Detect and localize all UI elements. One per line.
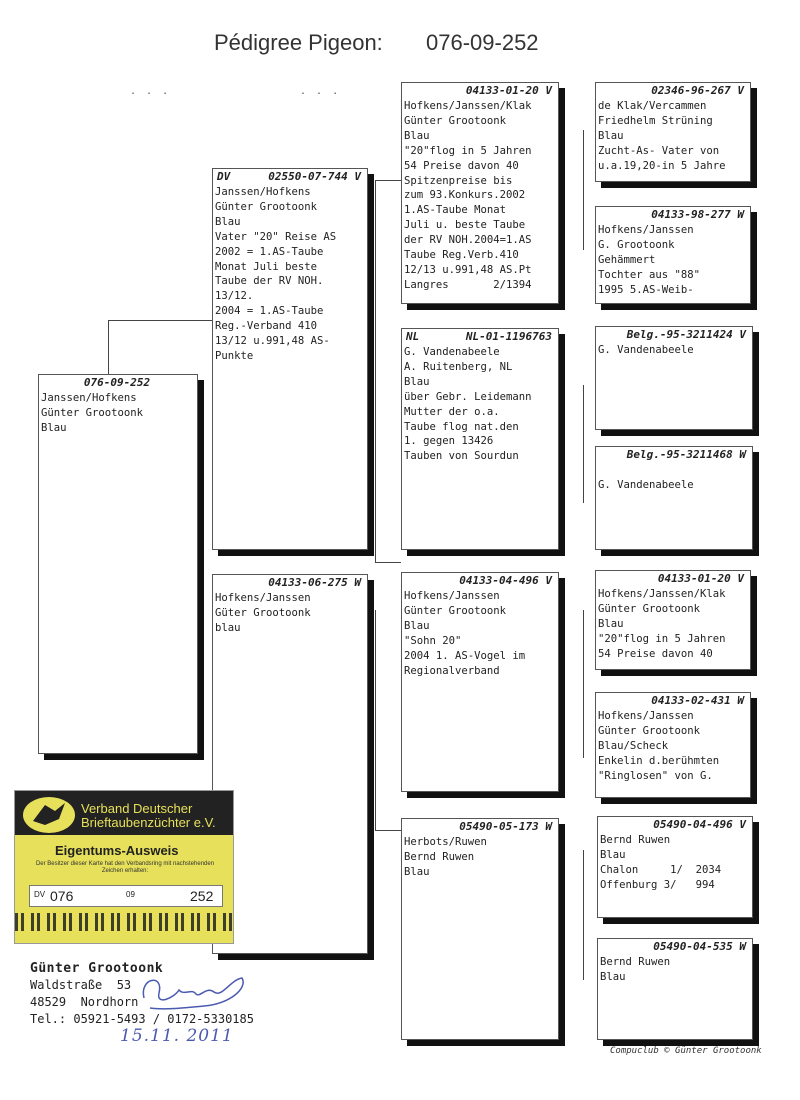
info-line: über Gebr. Leidemann xyxy=(404,390,532,403)
ring-number xyxy=(213,169,367,184)
info-line: Juli u. beste Taube xyxy=(404,219,526,232)
connector-line xyxy=(375,830,401,831)
pedigree-box-ancestor-5 xyxy=(595,570,751,670)
ring-club: 076 xyxy=(50,888,74,904)
info-line: Tauben von Sourdun xyxy=(404,450,519,463)
info-line: A. Ruitenberg, NL xyxy=(404,360,513,373)
info-line: Spitzenpreise bis xyxy=(404,174,513,187)
pedigree-box-ancestor-3 xyxy=(595,326,753,430)
ring-code: NL-01-1196763 xyxy=(465,330,552,343)
info-line: Janssen/Hofkens xyxy=(215,186,311,198)
country-flag: NL xyxy=(406,330,420,343)
info-line: Herbots/Ruwen xyxy=(404,836,487,848)
info-line: Hofkens/Janssen xyxy=(215,592,311,604)
info-line: 54 Preise davon 40 xyxy=(598,647,713,660)
info-line: Tochter aus "88" xyxy=(598,268,701,281)
info-line: Blau xyxy=(404,865,430,878)
ring-number: 05490-05-173 W xyxy=(459,820,552,833)
ring-number: 076-09-252 xyxy=(83,376,151,389)
info-line: Punkte xyxy=(215,349,254,362)
owner-phone: Tel.: 05921-5493 / 0172-5330185 xyxy=(30,1012,254,1026)
title-ring-number: 076-09-252 xyxy=(426,30,539,55)
pedigree-box-ancestor-8 xyxy=(597,938,753,1040)
pedigree-box-ancestor-2 xyxy=(595,206,751,304)
page-title xyxy=(214,30,539,56)
info-line: u.a.19,20-in 5 Jahre xyxy=(598,159,726,172)
handwritten-signature xyxy=(134,968,254,1018)
info-line: Hofkens/Janssen/Klak xyxy=(598,588,726,600)
info-line: Blau xyxy=(600,848,626,861)
card-title: Eigentums-Ausweis xyxy=(55,843,179,858)
info-line: Reg.-Verband 410 xyxy=(215,320,318,333)
info-line: G. Vandenabeele xyxy=(404,346,500,358)
info-line: Bernd Ruwen xyxy=(404,850,475,863)
info-line: G. Vandenabeele xyxy=(598,344,694,356)
info-line: Janssen/Hofkens xyxy=(41,392,137,404)
info-line: Enkelin d.berühmten xyxy=(598,754,720,767)
ring-number xyxy=(402,329,558,344)
info-line: Langres 2/1394 xyxy=(404,278,532,291)
info-line: Blau xyxy=(41,421,67,434)
info-line: 1995 5.AS-Weib- xyxy=(598,283,694,296)
info-line: Günter Grootoonk xyxy=(404,604,507,617)
ring-prefix: DV xyxy=(34,890,46,899)
info-line: Güter Grootoonk xyxy=(215,606,311,619)
country-flag: DV xyxy=(217,170,231,183)
info-line: Günter Grootoonk xyxy=(598,724,701,737)
info-line: blau xyxy=(215,621,241,634)
info-line: Regionalverband xyxy=(404,664,500,677)
card-pattern xyxy=(15,913,233,931)
info-line: de Klak/Vercammen xyxy=(598,100,707,112)
info-line: Bernd Ruwen xyxy=(600,834,671,846)
connector-line xyxy=(108,320,212,321)
info-line: 2004 = 1.AS-Taube xyxy=(215,305,324,318)
info-line: Gehämmert xyxy=(598,253,656,266)
ring-number: 04133-98-277 W xyxy=(651,208,744,221)
info-line: 2002 = 1.AS-Taube xyxy=(215,245,324,258)
ring-number: 252 xyxy=(190,888,214,904)
info-line: Günter Grootoonk xyxy=(404,114,507,127)
pedigree-box-ancestor-1 xyxy=(595,82,751,182)
card-subtitle: Der Besitzer dieser Karte hat den Verbandsring mit nachstehenden Zeichen erhalten: xyxy=(35,861,215,874)
info-line: 12/13 u.991,48 AS.Pt xyxy=(404,263,532,276)
ring-number: 04133-06-275 W xyxy=(268,576,361,589)
info-line: "Sohn 20" xyxy=(404,634,462,647)
pedigree-box-ancestor-6 xyxy=(595,692,751,798)
info-line: Chalon 1/ 2034 xyxy=(600,863,722,876)
info-line: Hofkens/Janssen xyxy=(404,590,500,602)
ring-code: 02550-07-744 V xyxy=(268,170,361,183)
info-line: Taube der RV NOH. xyxy=(215,275,324,288)
connector-line xyxy=(375,180,401,181)
info-line: G. Vandenabeele xyxy=(598,479,694,491)
connector-line xyxy=(375,610,376,830)
ring-number: 05490-04-535 W xyxy=(653,940,746,953)
info-line: Hofkens/Janssen xyxy=(598,224,694,236)
title-label: Pédigree Pigeon: xyxy=(214,30,383,55)
info-line: Friedhelm Strüning xyxy=(598,114,713,127)
info-line: Günter Grootoonk xyxy=(215,200,318,213)
info-line: "20"flog in 5 Jahren xyxy=(598,632,726,645)
ring-number: Belg.-95-3211468 W xyxy=(626,448,746,461)
info-line: Bernd Ruwen xyxy=(600,956,671,968)
pedigree-box-sire-dam xyxy=(401,328,559,550)
pedigree-box-ancestor-7 xyxy=(597,816,753,918)
info-line: "20"flog in 5 Jahren xyxy=(404,144,532,157)
owner-city: 48529 Nordhorn xyxy=(30,995,139,1009)
connector-line xyxy=(583,610,584,758)
info-line: Blau xyxy=(598,617,624,630)
pedigree-box-sire xyxy=(212,168,368,550)
placeholder-dots: . . . xyxy=(130,86,171,97)
pedigree-box-dam xyxy=(212,574,368,954)
info-line: Blau xyxy=(404,619,430,632)
info-line: Blau xyxy=(215,215,241,228)
info-line: Vater "20" Reise AS xyxy=(215,230,337,243)
pedigree-box-sire-sire xyxy=(401,82,559,304)
info-line: "Ringlosen" von G. xyxy=(598,769,713,782)
ownership-card xyxy=(14,790,234,944)
ring-year: 09 xyxy=(126,890,135,899)
info-line: Blau xyxy=(404,129,430,142)
info-line: Taube flog nat.den xyxy=(404,420,519,433)
ring-number: 05490-04-496 V xyxy=(653,818,746,831)
info-line: 13/12 u.991,48 AS- xyxy=(215,335,330,348)
connector-line xyxy=(583,130,584,250)
pedigree-box-subject xyxy=(38,374,198,754)
info-line: 1.AS-Taube Monat xyxy=(404,204,507,217)
info-line: Blau/Scheck xyxy=(598,739,669,752)
info-line: G. Grootoonk xyxy=(598,238,675,251)
info-line: Offenburg 3/ 994 xyxy=(600,878,715,891)
info-line: 54 Preise davon 40 xyxy=(404,159,519,172)
info-line: 2004 1. AS-Vogel im xyxy=(404,649,526,662)
connector-line xyxy=(375,562,401,563)
ring-number: 02346-96-267 V xyxy=(651,84,744,97)
pedigree-box-ancestor-4 xyxy=(595,446,753,550)
ring-number: 04133-01-20 V xyxy=(657,572,744,585)
ring-number: 04133-02-431 W xyxy=(651,694,744,707)
info-line: Blau xyxy=(598,129,624,142)
info-line: zum 93.Konkurs.2002 xyxy=(404,189,526,202)
info-line: Günter Grootoonk xyxy=(41,406,144,419)
connector-line xyxy=(583,850,584,980)
info-line: Hofkens/Janssen xyxy=(598,710,694,722)
brand-line-1: Verband Deutscher xyxy=(81,801,193,816)
connector-line xyxy=(583,385,584,503)
pedigree-box-dam-dam xyxy=(401,818,559,1040)
owner-street: Waldstraße 53 xyxy=(30,978,132,992)
brand-line-2: Brieftaubenzüchter e.V. xyxy=(81,815,216,830)
connector-line xyxy=(108,320,109,375)
ring-number: 04133-04-496 V xyxy=(459,574,552,587)
info-line: der RV NOH.2004=1.AS xyxy=(404,234,532,247)
info-line: Hofkens/Janssen/Klak xyxy=(404,100,532,112)
pedigree-box-dam-sire xyxy=(401,572,559,792)
info-line: Blau xyxy=(600,970,626,983)
info-line: Günter Grootoonk xyxy=(598,602,701,615)
info-line: Blau xyxy=(404,375,430,388)
info-line: 13/12. xyxy=(215,290,254,303)
info-line: Monat Juli beste xyxy=(215,260,318,273)
handwritten-date: 15.11. 2011 xyxy=(120,1026,234,1046)
info-line: Zucht-As- Vater von xyxy=(598,144,720,157)
footer-credit: Compuclub © Günter Grootoonk xyxy=(610,1046,762,1056)
owner-name: Günter Grootoonk xyxy=(30,961,164,976)
connector-line xyxy=(375,180,376,562)
ring-number: 04133-01-20 V xyxy=(465,84,552,97)
info-line: Mutter der o.a. xyxy=(404,405,500,418)
placeholder-dots: . . . xyxy=(300,86,341,97)
ring-number-row xyxy=(29,885,223,907)
ring-number: Belg.-95-3211424 V xyxy=(626,328,746,341)
info-line: Taube Reg.Verb.410 xyxy=(404,249,519,262)
info-line: 1. gegen 13426 xyxy=(404,435,494,448)
